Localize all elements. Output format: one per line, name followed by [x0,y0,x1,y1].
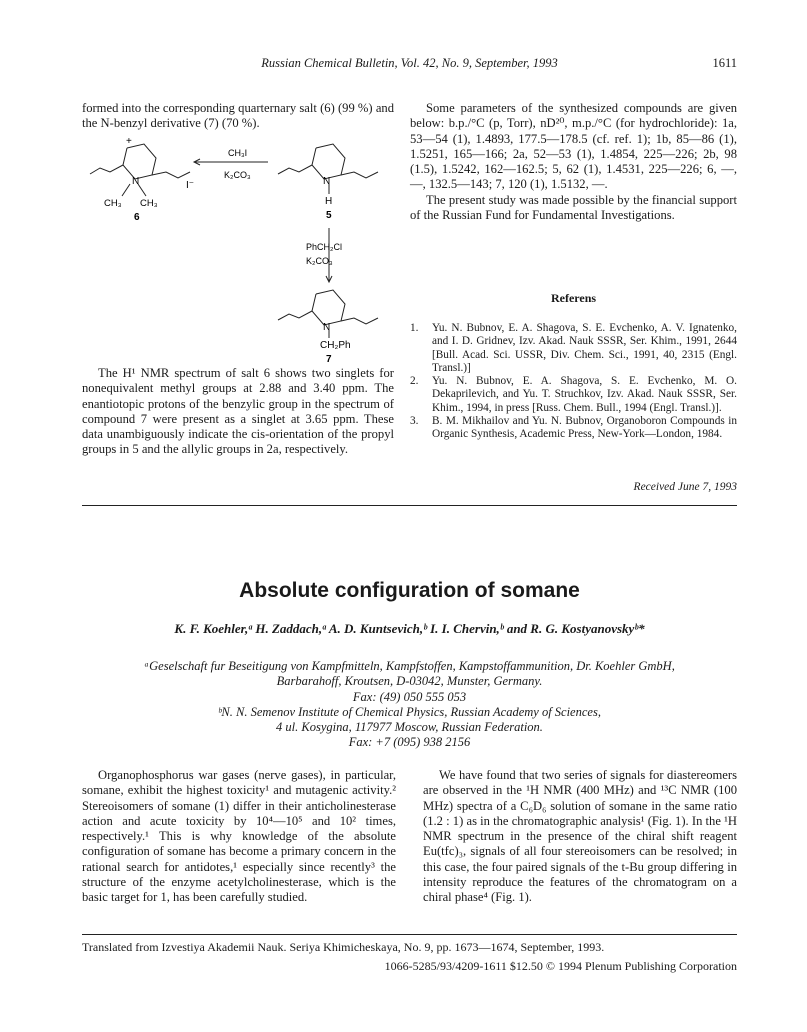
article-title: Absolute configuration of somane [239,579,580,602]
compound-7-label: 7 [326,354,332,364]
affiliation-a-fax: Fax: (49) 050 555 053 [352,689,467,704]
n-atom-7: N [323,322,331,333]
body-paragraph-right: We have found that two series of signals for diastereomers are observed in the ¹H NMR (400 MHz) and ¹³C NMR (100 MHz) spectra of a C₆D₆ solution of somane in the same ratio (1.2 : 1) as in the chromatographic analysis¹ (Fig. 1). In the ¹H NMR spectrum in the presence of the chiral shift reagent Eu(tfc)₃, signals of all four stereoisomers can be resolved; in this case, the four paired signals of the t-Bu group differing in intensity reproduce the features of the chromatogram on a chiral phase⁴ (Fig. 1). [423,768,737,905]
affiliation-b-fax: Fax: +7 (095) 938 2156 [348,735,471,750]
benzyl-label: CH₂Ph [320,340,351,351]
methyl-label-a: CH₃ [104,198,122,209]
translation-note: Translated from Izvestiya Akademii Nauk. Seriya Khimicheskaya, No. 9, pp. 1673—1674, September, 1993. [82,940,605,954]
references-heading: Referens [550,291,597,305]
nmr-paragraph: The H¹ NMR spectrum of salt 6 shows two singlets for nonequivalent methyl groups at 2.88 and 3.40 ppm. The enantiotopic protons of the benzylic group in the spectrum of compound 7 were present as a singlet at 3.65 ppm. These data unambiguously indicate the cis-orientation of the propyl groups in 5 and the allylic groups in 2a, respectively. [82,366,394,457]
compound-5-label: 5 [326,210,332,221]
n-atom-6: N [132,176,140,187]
received-date: Received June 7, 1993 [633,481,737,493]
journal-title: Russian Chemical Bulletin, Vol. 42, No. 9, September, 1993 [261,56,558,70]
compound-6-label: 6 [134,212,140,223]
methyl-label-b: CH₃ [140,198,158,209]
affiliation-a-line1: ᵃGeselschaft fur Beseitigung von Kampfmitteln, Kampfstoffen, Kampstoffammunition, Dr. Koehler GmbH, [144,659,675,673]
body-paragraph-left: Organophosphorus war gases (nerve gases), in particular, somane, exhibit the highest toxicity¹ and mutagenic activity.² Stereoisomers of somane (1) differ in their anticholinesterase action and acute toxicity by 10⁴—10⁵ and 10² times, respectively.¹ This is why knowledge of the absolute configuration of somane has become a primary concern in the rational search for antidotes,¹ especially since recently³ the structure of the enzyme acetylcholinesterase, which is the basic target for 1, has been carefully studied. [82,768,396,905]
arrow-to-7 [326,228,332,282]
reference-item: 1. Yu. N. Bubnov, E. A. Shagova, S. E. Evchenko, A. V. Ignatenko, and I. D. Gridnev, Izv. Akad. Nauk SSSR, Ser. Khim., 1991, 2644 [Bull. Acad. Sci. USSR, Div. Chem. Sci., 1991, 40, 2315 (Engl. Transl.)] [410,322,737,374]
reference-item: 2. Yu. N. Bubnov, E. A. Shagova, S. E. Evchenko, M. O. Dekaprilevich, and Yu. T. Struchkov, Izv. Akad. Nauk SSSR, Ser. Khim., 1994, in press [Russ. Chem. Bull., 1994 (Engl. Transl.)]. [410,375,737,414]
iodide-ion: I⁻ [186,180,195,191]
n-atom-5: N [323,176,331,187]
author-list: K. F. Koehler,ᵃ H. Zaddach,ᵃ A. D. Kuntsevich,ᵇ I. I. Chervin,ᵇ and R. G. Kostyanovskyᵇ* [174,621,645,636]
params-paragraph: Some parameters of the synthesized compounds are given below: b.p./°C (p, Torr), nD²⁰, m.p./°C (for hydrochloride): 1a, 53—54 (1), 1.4893, 177.5—178.5 (cf. ref. 1); 1b, 85—86 (1), 1.5251, 165—166; 2a, 52—53 (1), 1.4854, 225—226; 2b, 98 (1.5), 1.5242, 162—162.5; 5, 62 (1), 1.4531, 225—226; 6, —, —, 132.5—143; 7, 120 (1), 1.5132, —. [410,101,737,192]
arrow-to-6 [194,159,268,165]
section-divider [82,505,737,506]
reaction-scheme [82,132,394,364]
reference-list [410,322,737,442]
reagent-phch2cl: PhCH₂Cl [306,242,342,252]
reagent-k2co3-b: K₂CO₃ [306,256,333,266]
copyright-line: 1066-5285/93/4209-1611 $12.50 © 1994 Plenum Publishing Corporation [384,959,737,973]
right-params [410,101,737,223]
affiliation-a-line2: Barbarahoff, Kroutsen, D-03042, Munster, Germany. [276,674,543,689]
intro-paragraph: formed into the corresponding quarternary salt (6) (99 %) and the N-benzyl derivative (7) (70 %). [82,101,394,131]
plus-sign: + [126,136,132,147]
affiliation-b-line2: 4 ul. Kosygina, 117977 Moscow, Russian Federation. [276,720,543,735]
footer-divider [82,934,737,935]
compound-6-structure [90,144,190,196]
left-nmr [82,366,394,458]
page-number: 1611 [712,56,737,70]
body-left-column [82,768,396,906]
reagent-k2co3-a: K₂CO₃ [224,170,251,180]
acknowledgment: The present study was made possible by the financial support of the Russian Fund for Fundamental Investigations. [410,192,737,223]
affiliations [82,659,737,751]
reagent-ch3i: CH₃I [228,148,248,158]
affiliation-b-line1: ᵇN. N. Semenov Institute of Chemical Physics, Russian Academy of Sciences, [218,704,601,719]
h-atom-5: H [325,196,333,207]
body-right-column [423,768,737,906]
reference-item: 3. B. M. Mikhailov and Yu. N. Bubnov, Organoboron Compounds in Organic Synthesis, Academic Press, New-York—London, 1984. [410,415,737,441]
left-intro [82,101,394,132]
